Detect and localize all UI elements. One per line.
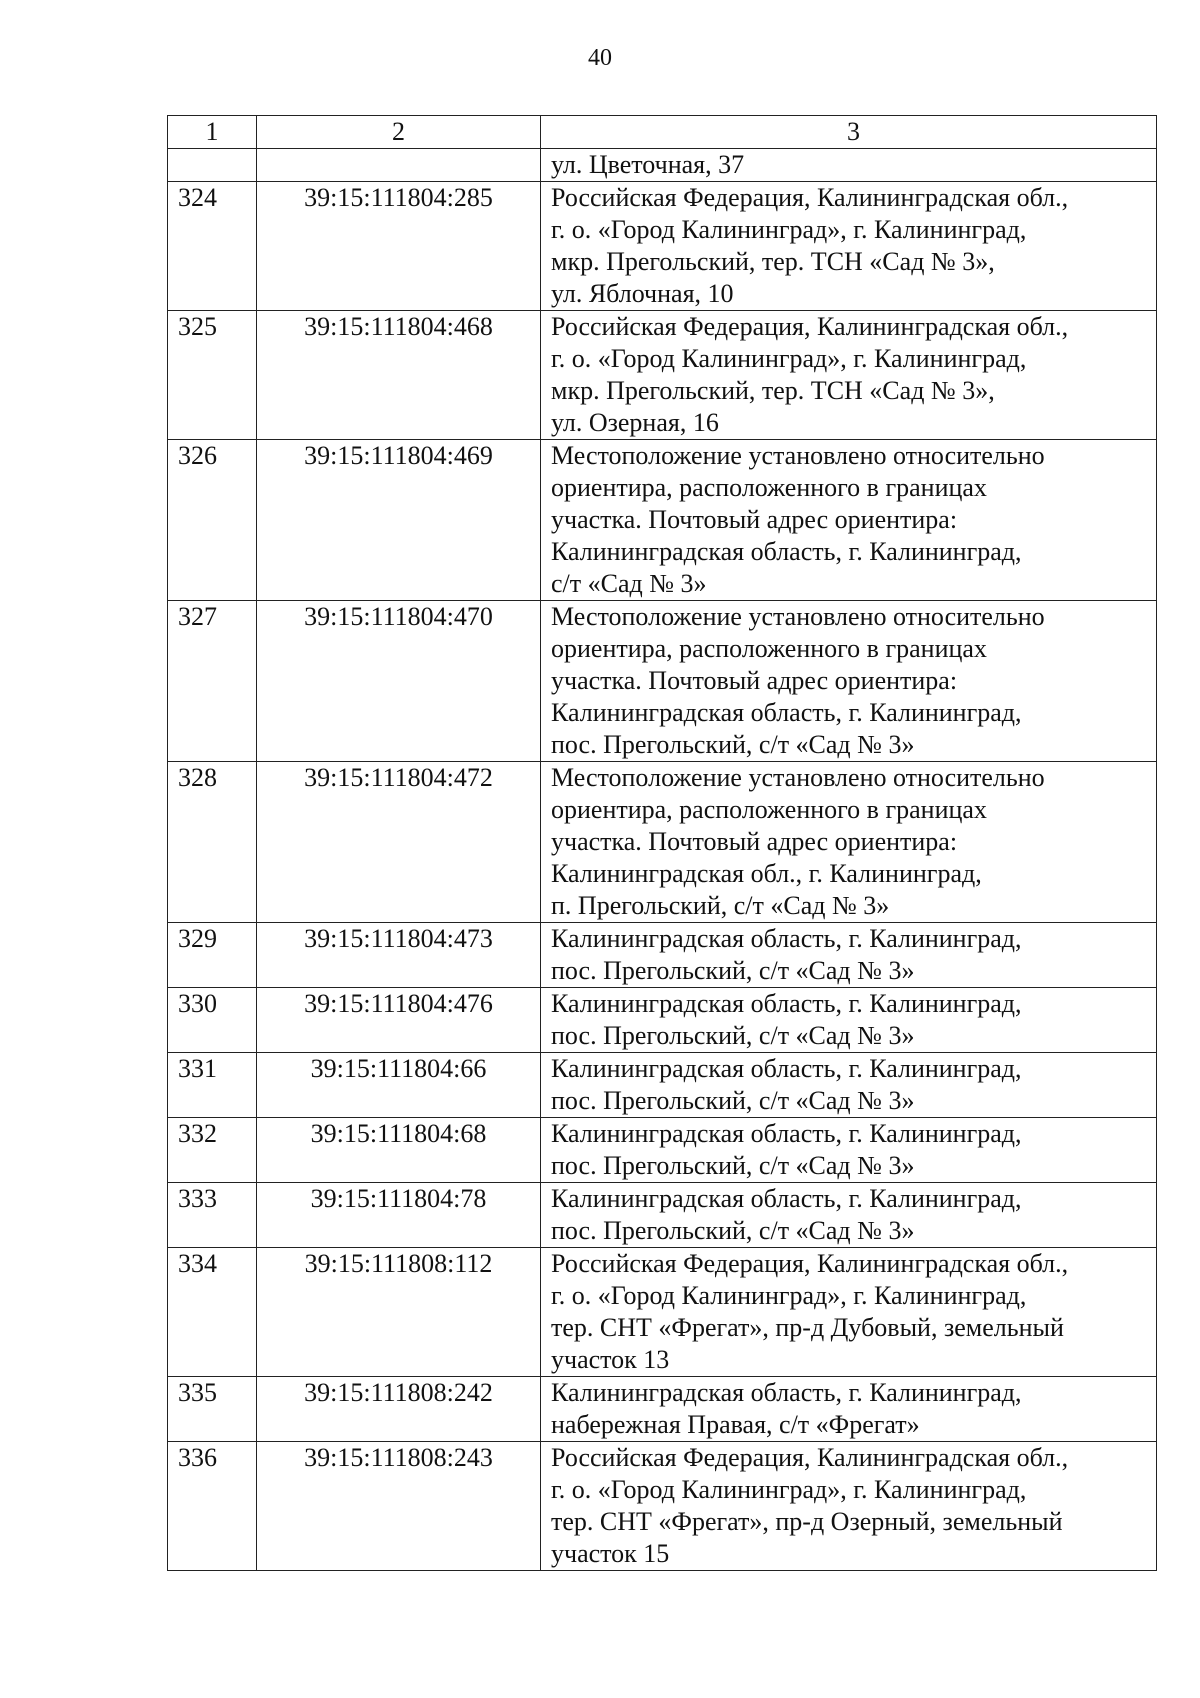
cadastral-number-cell: 39:15:111804:66 <box>257 1053 541 1118</box>
address-line: участок 13 <box>551 1345 670 1374</box>
address-line: ориентира, расположенного в границах <box>551 795 987 824</box>
table-row <box>168 1248 1157 1377</box>
address-line: тер. СНТ «Фрегат», пр-д Озерный, земельный <box>551 1507 1063 1536</box>
table-row <box>168 988 1157 1053</box>
cadastral-number-cell: 39:15:111804:473 <box>257 923 541 988</box>
cadastral-number-cell: 39:15:111808:243 <box>257 1442 541 1571</box>
row-number-cell: 327 <box>168 601 257 762</box>
address-line: ориентира, расположенного в границах <box>551 473 987 502</box>
address-line: пос. Прегольский, с/т «Сад № 3» <box>551 1216 915 1245</box>
row-number-cell: 325 <box>168 311 257 440</box>
address-line: Российская Федерация, Калининградская обл., <box>551 312 1069 341</box>
address-line: Местоположение установлено относительно <box>551 602 1045 631</box>
address-line: Калининградская область, г. Калининград, <box>551 698 1022 727</box>
address-line: пос. Прегольский, с/т «Сад № 3» <box>551 1151 915 1180</box>
address-cell <box>541 1248 1157 1377</box>
address-line: г. о. «Город Калининград», г. Калининград, <box>551 1281 1027 1310</box>
address-line: Калининградская область, г. Калининград, <box>551 1054 1022 1083</box>
address-line: г. о. «Город Калининград», г. Калининград, <box>551 215 1027 244</box>
address-cell <box>541 1118 1157 1183</box>
address-line: Российская Федерация, Калининградская обл., <box>551 1249 1069 1278</box>
cadastral-number-cell: 39:15:111804:68 <box>257 1118 541 1183</box>
address-line: Калининградская область, г. Калининград, <box>551 1184 1022 1213</box>
address-line: пос. Прегольский, с/т «Сад № 3» <box>551 956 915 985</box>
cadastral-number-cell: 39:15:111808:112 <box>257 1248 541 1377</box>
address-line: пос. Прегольский, с/т «Сад № 3» <box>551 1086 915 1115</box>
address-cell <box>541 149 1157 182</box>
address-line: участок 15 <box>551 1539 670 1568</box>
column-header-cadastral: 2 <box>257 116 541 149</box>
address-cell <box>541 1377 1157 1442</box>
table-row <box>168 311 1157 440</box>
cadastral-number-cell: 39:15:111804:468 <box>257 311 541 440</box>
cadastral-number-cell: 39:15:111804:285 <box>257 182 541 311</box>
cadastral-number-cell: 39:15:111804:469 <box>257 440 541 601</box>
address-line: пос. Прегольский, с/т «Сад № 3» <box>551 1021 915 1050</box>
land-plot-table <box>167 115 1157 1571</box>
address-line: п. Прегольский, с/т «Сад № 3» <box>551 891 890 920</box>
table-row <box>168 1183 1157 1248</box>
address-line: участка. Почтовый адрес ориентира: <box>551 666 958 695</box>
table-row <box>168 1053 1157 1118</box>
address-cell <box>541 182 1157 311</box>
table-row <box>168 601 1157 762</box>
address-cell <box>541 762 1157 923</box>
table-row <box>168 440 1157 601</box>
address-line: г. о. «Город Калининград», г. Калининград, <box>551 1475 1027 1504</box>
page-number: 40 <box>588 45 612 71</box>
table-row <box>168 1442 1157 1571</box>
address-cell <box>541 1442 1157 1571</box>
address-line: ул. Цветочная, 37 <box>551 150 745 179</box>
address-line: тер. СНТ «Фрегат», пр-д Дубовый, земельный <box>551 1313 1064 1342</box>
cadastral-number-cell: 39:15:111808:242 <box>257 1377 541 1442</box>
address-line: с/т «Сад № 3» <box>551 569 707 598</box>
table-row <box>168 1118 1157 1183</box>
row-number-cell: 331 <box>168 1053 257 1118</box>
row-number-cell: 326 <box>168 440 257 601</box>
row-number-cell: 332 <box>168 1118 257 1183</box>
address-line: Калининградская область, г. Калининград, <box>551 924 1022 953</box>
row-number-cell: 329 <box>168 923 257 988</box>
address-line: ул. Озерная, 16 <box>551 408 719 437</box>
address-line: мкр. Прегольский, тер. ТСН «Сад № 3», <box>551 247 995 276</box>
address-line: Российская Федерация, Калининградская обл., <box>551 183 1069 212</box>
cadastral-number-cell: 39:15:111804:78 <box>257 1183 541 1248</box>
address-cell <box>541 988 1157 1053</box>
table-row <box>168 1377 1157 1442</box>
address-line: Калининградская область, г. Калининград, <box>551 1378 1022 1407</box>
address-line: Российская Федерация, Калининградская обл., <box>551 1443 1069 1472</box>
address-line: участка. Почтовый адрес ориентира: <box>551 827 958 856</box>
row-number-cell: 334 <box>168 1248 257 1377</box>
row-number-cell <box>168 149 257 182</box>
address-cell <box>541 1183 1157 1248</box>
address-cell <box>541 601 1157 762</box>
address-line: Местоположение установлено относительно <box>551 441 1045 470</box>
address-cell <box>541 311 1157 440</box>
column-header-number: 1 <box>168 116 257 149</box>
address-cell <box>541 923 1157 988</box>
address-line: Калининградская обл., г. Калининград, <box>551 859 982 888</box>
table-header-row <box>168 116 1157 149</box>
table-row <box>168 762 1157 923</box>
row-number-cell: 336 <box>168 1442 257 1571</box>
cadastral-number-cell: 39:15:111804:472 <box>257 762 541 923</box>
row-number-cell: 333 <box>168 1183 257 1248</box>
address-line: Калининградская область, г. Калининград, <box>551 537 1022 566</box>
cadastral-number-cell <box>257 149 541 182</box>
address-line: ориентира, расположенного в границах <box>551 634 987 663</box>
address-line: участка. Почтовый адрес ориентира: <box>551 505 958 534</box>
address-line: Калининградская область, г. Калининград, <box>551 989 1022 1018</box>
row-number-cell: 330 <box>168 988 257 1053</box>
address-line: г. о. «Город Калининград», г. Калининград, <box>551 344 1027 373</box>
row-number-cell: 335 <box>168 1377 257 1442</box>
address-line: Местоположение установлено относительно <box>551 763 1045 792</box>
cadastral-number-cell: 39:15:111804:476 <box>257 988 541 1053</box>
address-line: ул. Яблочная, 10 <box>551 279 734 308</box>
table-row <box>168 149 1157 182</box>
table-row <box>168 923 1157 988</box>
address-line: Калининградская область, г. Калининград, <box>551 1119 1022 1148</box>
address-line: пос. Прегольский, с/т «Сад № 3» <box>551 730 915 759</box>
address-cell <box>541 1053 1157 1118</box>
table-row <box>168 182 1157 311</box>
address-line: набережная Правая, с/т «Фрегат» <box>551 1410 920 1439</box>
address-cell <box>541 440 1157 601</box>
column-header-address: 3 <box>541 116 1157 149</box>
cadastral-number-cell: 39:15:111804:470 <box>257 601 541 762</box>
table-body <box>168 116 1157 1571</box>
address-line: мкр. Прегольский, тер. ТСН «Сад № 3», <box>551 376 995 405</box>
row-number-cell: 324 <box>168 182 257 311</box>
row-number-cell: 328 <box>168 762 257 923</box>
